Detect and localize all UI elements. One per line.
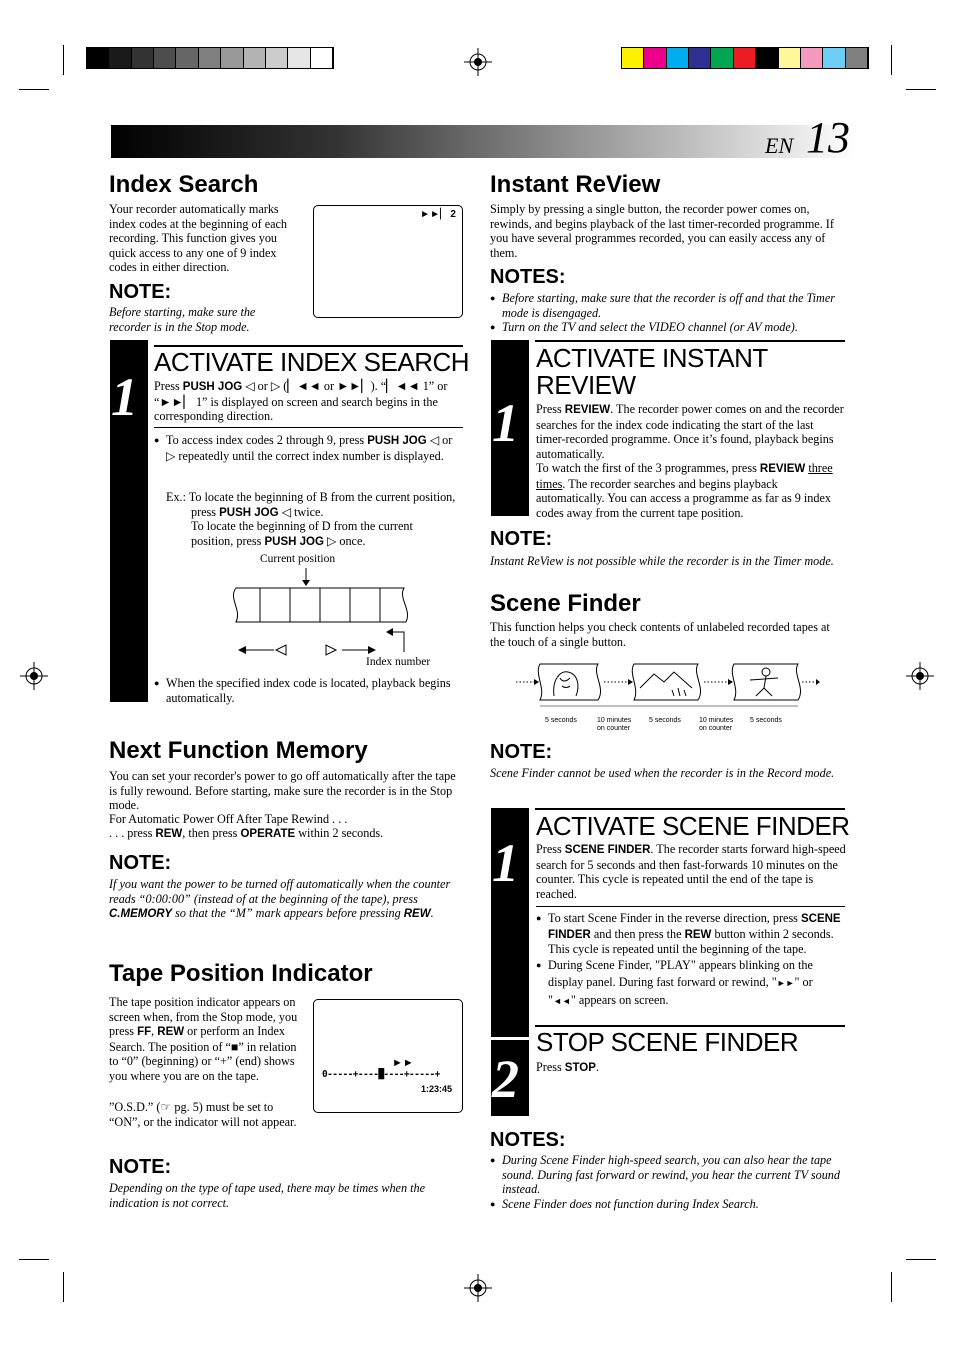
registration-mark-left: [20, 662, 48, 690]
color-swatch: [756, 48, 778, 68]
index-search-body: Your recorder automatically marks index codes at the beginning of each recording. This function gives you quick access to any one of 9 index codes in either direction.: [109, 202, 288, 274]
index-search-screen: [313, 205, 463, 318]
counter-time: 1:23:45: [421, 1084, 453, 1094]
registration-mark-bottom: [464, 1274, 492, 1302]
activate-index-bullet-1: ● To access index codes 2 through 9, press PUSH JOG ◁ or ▷ repeatedly until the correct index number is displayed.: [154, 433, 456, 463]
divider: [535, 808, 845, 810]
step-number: 1: [492, 393, 519, 453]
tape-position-osd: ”O.S.D.” (☞ pg. 5) must be set to “ON”, or the indicator will not appear.: [109, 1100, 297, 1129]
next-function-memory-heading: Next Function Memory: [109, 737, 368, 764]
color-swatch: [711, 48, 733, 68]
index-number-label: Index number: [366, 656, 431, 668]
instant-review-body: Simply by pressing a single button, the recorder power comes on, rewinds, and begins playback of the last timer-recorded programme. If you have several programmes recorded, you can easily access any of them.: [490, 202, 834, 260]
scene-finder-diagram: [514, 660, 820, 712]
divider: [535, 340, 845, 342]
color-swatch: [176, 48, 198, 68]
index-search-screen-text: ►►▏ 2: [420, 209, 456, 220]
note-item: ● During Scene Finder high-speed search, you can also hear the tape sound. During fast forward or rewind, you hear the current TV sound instead.: [490, 1153, 848, 1197]
instant-review-note-label: NOTE:: [490, 528, 553, 550]
instant-review-heading: Instant ReView: [490, 171, 661, 198]
activate-scene-bullets: [536, 911, 842, 1010]
rew-icon: ◄◄: [552, 995, 571, 1006]
position-bar: 0-----+----█----+-----+: [322, 1069, 440, 1080]
activate-instant-text: Press REVIEW. The recorder power comes on and the recorder searches for the index code indicating the start of the last timer-recorded programme. Once it’s found, playback begins automatically. To watch the first of the 3 programmes, press REVIEW three times. The recorder searches and begins playback automatically. You can access a programme as far as 9 index codes away from the current tape position.: [536, 402, 844, 520]
tape-position-screen: [313, 999, 463, 1113]
current-position-label: Current position: [260, 553, 336, 565]
color-swatch: [734, 48, 756, 68]
tape-position-note: Depending on the type of tape used, there may be times when the indication is not correct.: [109, 1181, 425, 1210]
scene-duration: 10 minutes on counter: [597, 717, 632, 732]
registration-mark-top: [464, 48, 492, 76]
step-number: 2: [492, 1049, 519, 1109]
example-2: To locate the beginning of D from the current position, press PUSH JOG ▷ once.: [191, 519, 413, 548]
color-swatch: [846, 48, 868, 68]
scene-finder-note-label: NOTE:: [490, 741, 553, 763]
color-swatch: [87, 48, 109, 68]
step-separator: [491, 1037, 529, 1040]
stop-scene-notes-label: NOTES:: [490, 1129, 566, 1151]
activate-scene-text: Press SCENE FINDER. The recorder starts forward high-speed search for 5 seconds and then fast-forwards 10 minutes on the counter. This cycle is repeated until the end of the tape is reached.: [536, 842, 846, 901]
color-swatch: [311, 48, 333, 68]
color-swatch: [779, 48, 801, 68]
ff-indicator: ►►: [392, 1057, 414, 1069]
tape-position-indicator-heading: Tape Position Indicator: [109, 960, 373, 987]
divider: [154, 427, 463, 428]
next-function-line3: . . . press REW, then press OPERATE within 2 seconds.: [109, 826, 384, 840]
tape-position-body: The tape position indicator appears on screen when, from the Stop mode, you press FF, REW or perform an Index Search. The position of “■” in relation to “0” (beginning) or “+” (end) shows you where you are on the tape.: [109, 995, 298, 1083]
color-swatch: [689, 48, 711, 68]
scene-finder-heading: Scene Finder: [490, 590, 641, 617]
activate-instant-review-heading: ACTIVATE INSTANT REVIEW: [536, 343, 768, 400]
color-swatch: [221, 48, 243, 68]
scene-duration: 5 seconds: [750, 717, 782, 724]
instant-review-notes-label: NOTES:: [490, 266, 566, 288]
divider: [536, 906, 845, 907]
header-gradient-band: [111, 125, 856, 158]
color-swatch: [266, 48, 288, 68]
color-swatch: [288, 48, 310, 68]
color-swatch: [132, 48, 154, 68]
stop-scene-finder-heading: STOP SCENE FINDER: [536, 1027, 799, 1057]
registration-mark-right: [906, 662, 934, 690]
process-color-bar: [621, 47, 869, 69]
next-function-body: You can set your recorder's power to go off automatically after the tape is fully rewound. Before starting, make sure the recorder is in the Stop mode.: [109, 769, 456, 812]
note-item: ● Scene Finder does not function during Index Search.: [490, 1197, 848, 1212]
scene-duration: 5 seconds: [649, 717, 681, 724]
scene-finder-note: Scene Finder cannot be used when the recorder is in the Record mode.: [490, 766, 835, 780]
step-number: 1: [492, 833, 519, 893]
bullet-item: ● To start Scene Finder in the reverse direction, press SCENE FINDER and then press the REW button within 2 seconds. This cycle is repeated until the beginning of the tape.: [536, 911, 842, 957]
next-function-note-label: NOTE:: [109, 852, 172, 874]
color-swatch: [644, 48, 666, 68]
color-swatch: [801, 48, 823, 68]
color-swatch: [154, 48, 176, 68]
activate-scene-finder-heading: ACTIVATE SCENE FINDER: [536, 811, 850, 841]
color-swatch: [109, 48, 131, 68]
stop-scene-text: Press STOP.: [536, 1060, 599, 1074]
step-number: 1: [111, 367, 138, 427]
scene-duration: 5 seconds: [545, 717, 577, 724]
color-swatch: [622, 48, 644, 68]
instant-review-note: Instant ReView is not possible while the recorder is in the Timer mode.: [490, 554, 834, 568]
color-swatch: [244, 48, 266, 68]
stop-scene-notes: [490, 1153, 848, 1211]
language-label: EN: [765, 133, 794, 158]
ff-icon: ►►: [776, 977, 795, 988]
instant-review-notes: [490, 291, 846, 335]
index-search-note: Before starting, make sure the recorder is in the Stop mode.: [109, 305, 256, 334]
scene-finder-body: This function helps you check contents of unlabeled recorded tapes at the touch of a single button.: [490, 620, 830, 649]
index-tape-diagram: [228, 566, 418, 658]
page-number: 13: [806, 113, 850, 162]
bullet-item: ● During Scene Finder, "PLAY" appears blinking on the display panel. During fast forward or rewind, "►►" or "◄◄" appears on screen.: [536, 957, 842, 1010]
activate-index-text: Press PUSH JOG ◁ or ▷ (▏◄◄ or ►►▏). “▏◄◄ 1” or “►►▏ 1” is displayed on screen and search begins in the corresponding direction.: [154, 379, 448, 423]
next-function-note: If you want the power to be turned off automatically when the counter reads “0:00:00” (instead of at the beginning of the tape), press C.MEMORY so that the “M” mark appears before pressing REW.: [109, 877, 451, 920]
activate-index-bullet-2: ● When the specified index code is located, playback begins automatically.: [154, 676, 456, 705]
note-item: ● Turn on the TV and select the VIDEO channel (or AV mode).: [490, 320, 846, 335]
tape-position-note-label: NOTE:: [109, 1156, 172, 1178]
activate-index-search-heading: ACTIVATE INDEX SEARCH: [154, 347, 470, 377]
grayscale-color-bar: [86, 47, 334, 69]
next-function-line2: For Automatic Power Off After Tape Rewind . . .: [109, 812, 348, 826]
example-1: Ex.: To locate the beginning of B from the current position, press PUSH JOG ◁ twice.: [166, 490, 456, 519]
index-search-note-label: NOTE:: [109, 281, 172, 303]
color-swatch: [823, 48, 845, 68]
note-item: ● Before starting, make sure that the recorder is off and that the Timer mode is disengaged.: [490, 291, 846, 320]
color-swatch: [199, 48, 221, 68]
scene-duration: 10 minutes on counter: [699, 717, 734, 732]
index-search-heading: Index Search: [109, 171, 259, 198]
color-swatch: [667, 48, 689, 68]
